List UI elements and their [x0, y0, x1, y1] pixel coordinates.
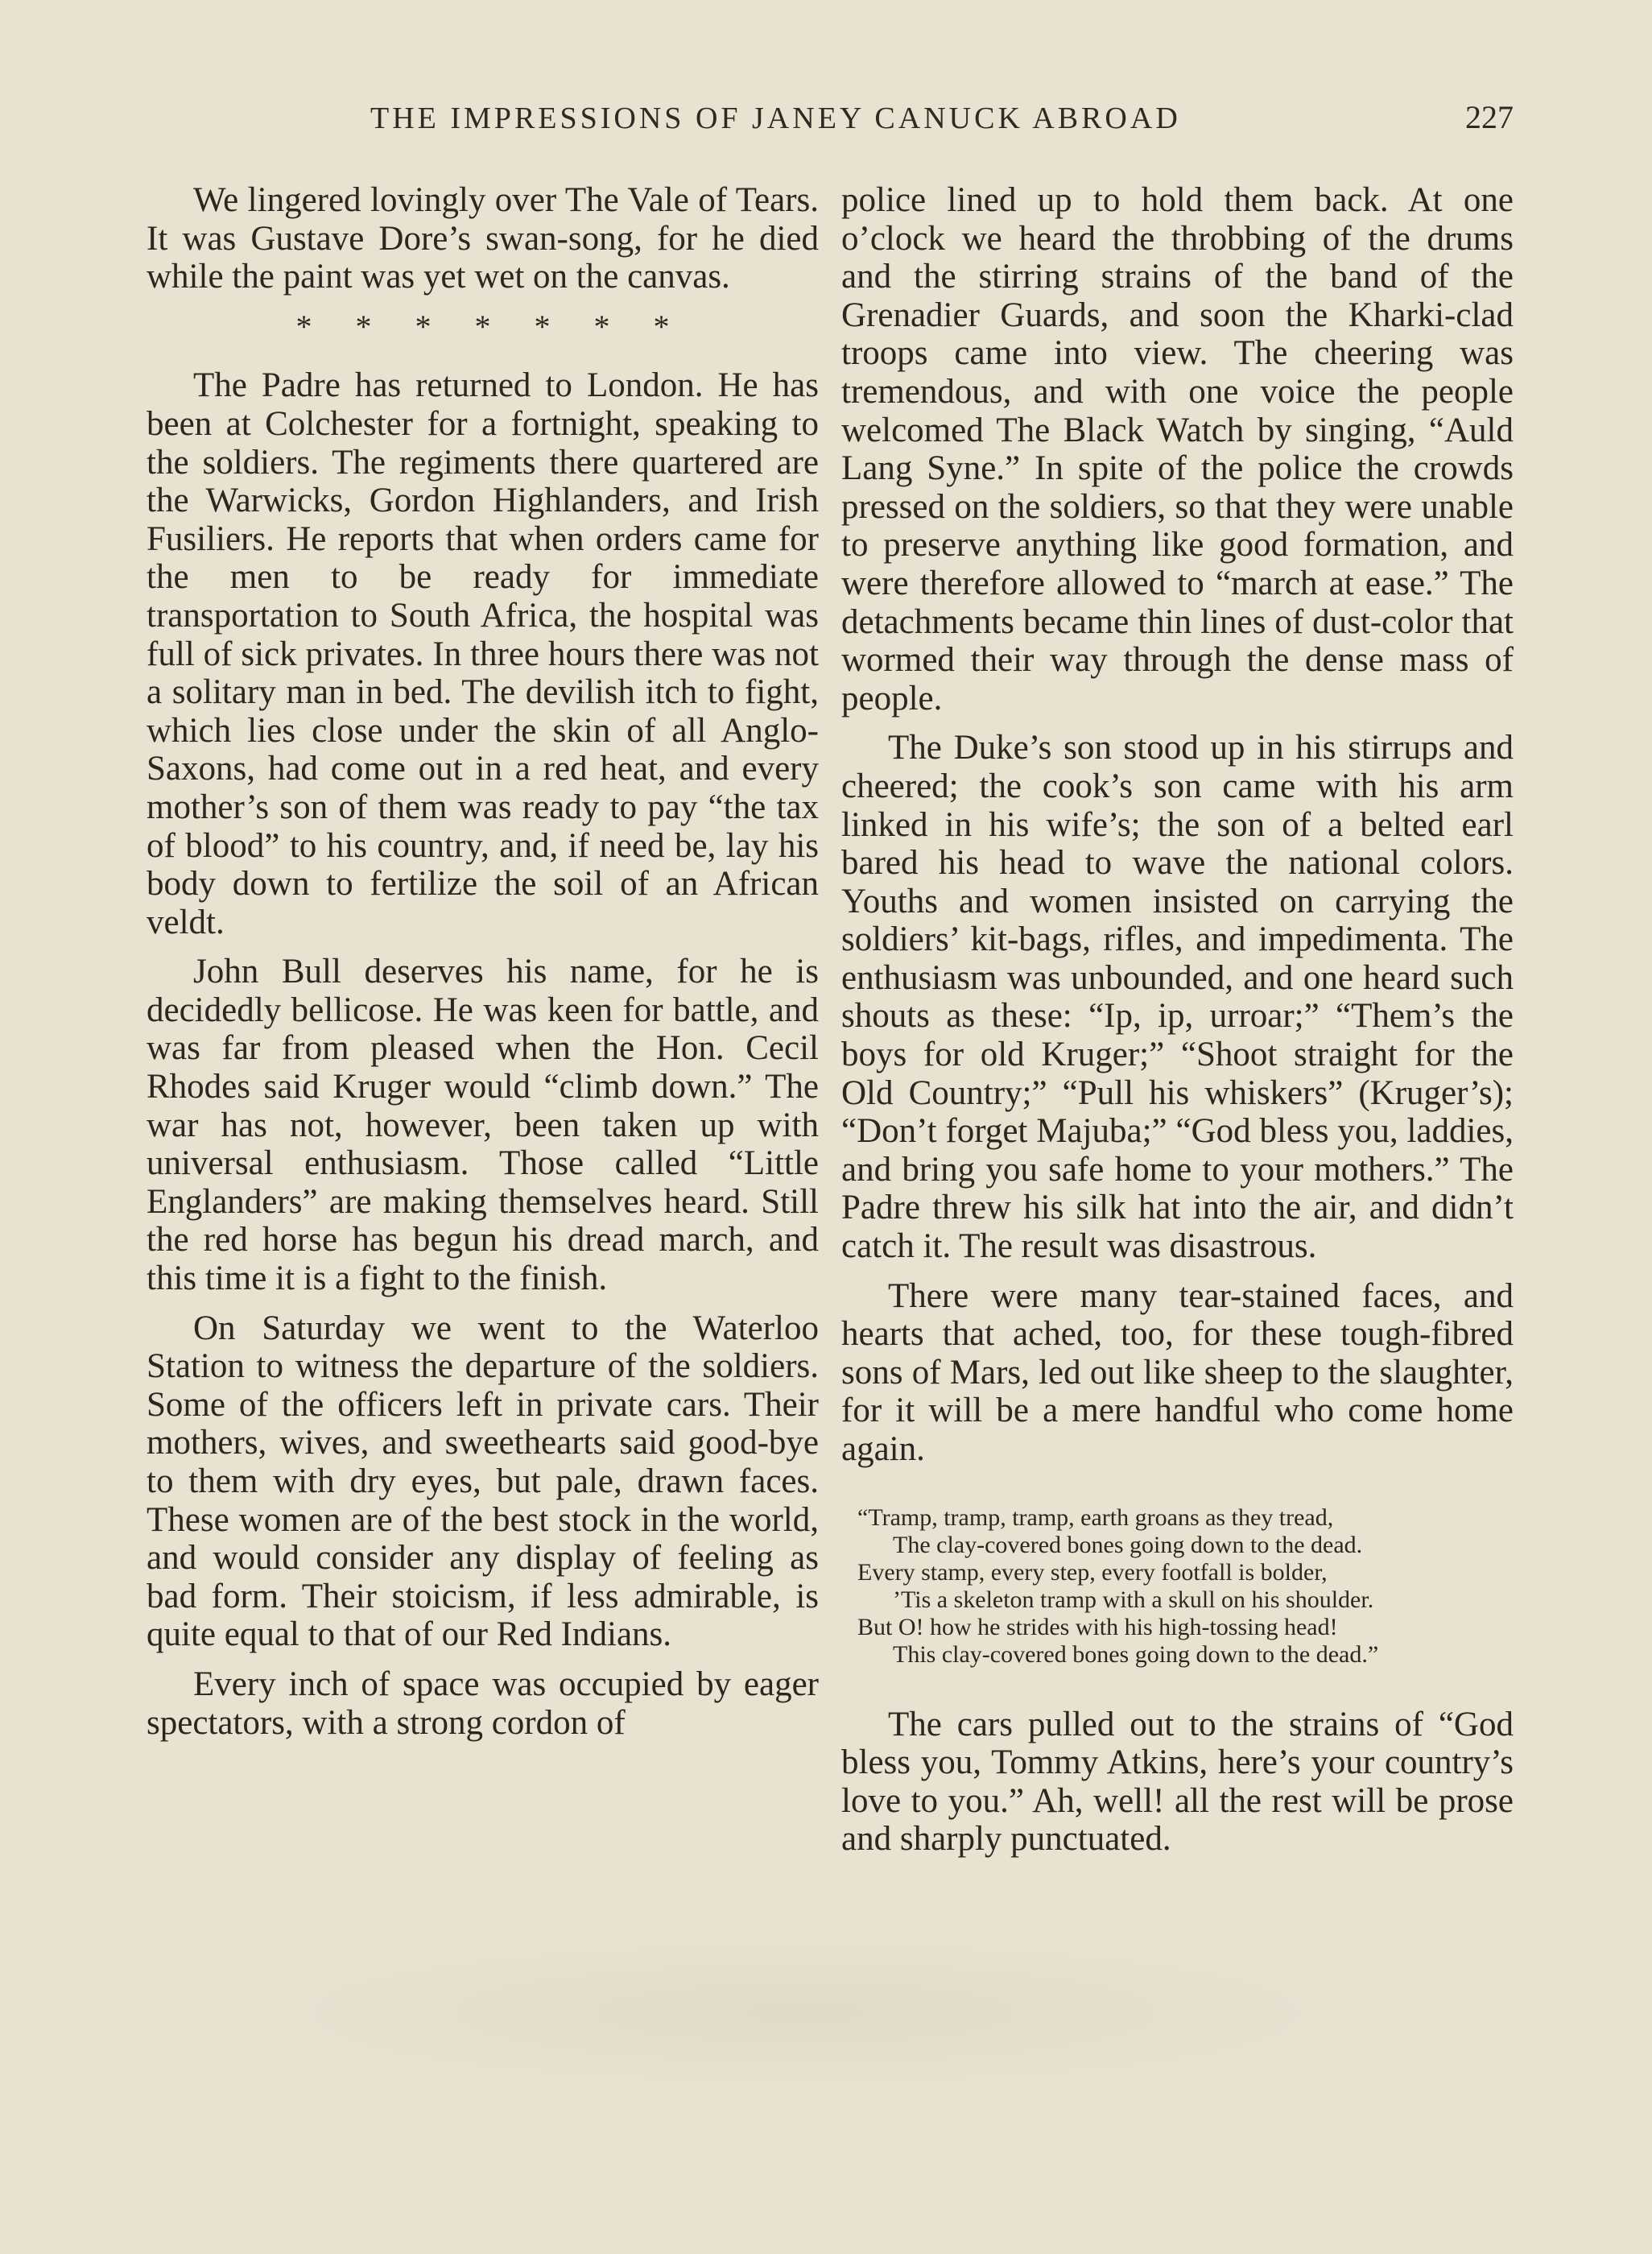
poem-line: Every stamp, every step, every footfall is bolder, — [857, 1558, 1328, 1586]
poem-line: “Tramp, tramp, tramp, earth groans as they tread, — [857, 1503, 1334, 1531]
paragraph-john-bull: John Bull deserves his name, for he is decidedly bellicose. He was keen for battle, and was far from pleased when the Hon. Cecil Rhodes said Kruger would “climb down.” The war has not, however, been taken up with universal enthusiasm. Those called “Little Englanders” are making themselves heard. Still the red horse has begun his dread march, and this time it is a fight to the finish. — [147, 953, 819, 1298]
bleed-through-shadow — [201, 1933, 1409, 2094]
paragraph-police-lined-up: police lined up to hold them back. At one o’clock we heard the throbbing of the drums and the stirring strains of the band of the Grenadier Guards, and soon the Kharki-clad troops came into view. The cheering was tremendous, and with one voice the people welcomed The Black Watch by singing, “Auld Lang Syne.” In spite of the police the crowds pressed on the soldiers, so that they were unable to preserve anything like good formation, and were therefore allowed to “march at ease.” The detachments became thin lines of dust-color that wormed their way through the dense mass of people. — [841, 181, 1514, 718]
paragraph-dukes-son: The Duke’s son stood up in his stirrups and cheered; the cook’s son came with his arm linked in his wife’s; the son of a belted earl bared his head to wave the national colors. Youths and women insisted on carrying the soldiers’ kit-bags, rifles, and impedimenta. The enthusiasm was unbounded, and one heard such shouts as these: “Ip, ip, urroar;” “Them’s the boys for old Kruger;” “Shoot straight for the Old Country;” “Pull his whiskers” (Kruger’s); “Don’t forget Majuba;” “God bless you, laddies, and bring you safe home to your mothers.” The Padre threw his silk hat into the air, and didn’t catch it. The result was disastrous. — [841, 729, 1514, 1266]
poem-block — [857, 1504, 1514, 1669]
poem-line: But O! how he strides with his high-tossing head! — [857, 1613, 1338, 1640]
paragraph-waterloo-station: On Saturday we went to the Waterloo Station to witness the departure of the soldiers. Some of the officers left in private cars. Their mothers, wives, and sweethearts said good-bye to them with dry eyes, but pale, drawn faces. These women are of the best stock in the world, and would consider any display of feeling as bad form. Their stoicism, if less admirable, is quite equal to that of our Red Indians. — [147, 1309, 819, 1654]
page-number: 227 — [1465, 99, 1514, 135]
poem-line: The clay-covered bones going down to the dead. — [893, 1531, 1363, 1558]
poem-line: This clay-covered bones going down to the dead.” — [893, 1640, 1379, 1668]
paragraph-cars-pulled-out: The cars pulled out to the strains of “God bless you, Tommy Atkins, here’s your country’s love to you.” Ah, well! all the rest will be prose and sharply punctuated. — [841, 1705, 1514, 1859]
section-separator: * * * * * * * — [295, 308, 670, 345]
left-column — [147, 181, 819, 1753]
right-column — [841, 181, 1514, 1870]
paragraph-padre-returned: The Padre has returned to London. He has been at Colchester for a fortnight, speaking to the soldiers. The regiments there quartered are the Warwicks, Gordon Highlanders, and Irish Fusiliers. He reports that when orders came for the men to be ready for immediate transportation to South Africa, the hospital was full of sick privates. In three hours there was not a solitary man in bed. The devilish itch to fight, which lies close under the skin of all Anglo-Saxons, had come out in a red heat, and every mother’s son of them was ready to pay “the tax of blood” to his country, and, if need be, lay his body down to fertilize the soil of an African veldt. — [147, 366, 819, 941]
page-header — [145, 98, 1514, 136]
paragraph-vale-of-tears: We lingered lovingly over The Vale of Tears. It was Gustave Dore’s swan-song, for he died while the paint was yet wet on the canvas. — [147, 181, 819, 296]
running-head: THE IMPRESSIONS OF JANEY CANUCK ABROAD — [370, 101, 1181, 135]
paragraph-tear-stained: There were many tear-stained faces, and hearts that ached, too, for these tough-fibred sons of Mars, led out like sheep to the slaughter, for it will be a mere handful who come home again. — [841, 1276, 1514, 1468]
poem-line: ’Tis a skeleton tramp with a skull on his shoulder. — [893, 1586, 1374, 1613]
paragraph-every-inch: Every inch of space was occupied by eager spectators, with a strong cordon of — [147, 1665, 819, 1742]
